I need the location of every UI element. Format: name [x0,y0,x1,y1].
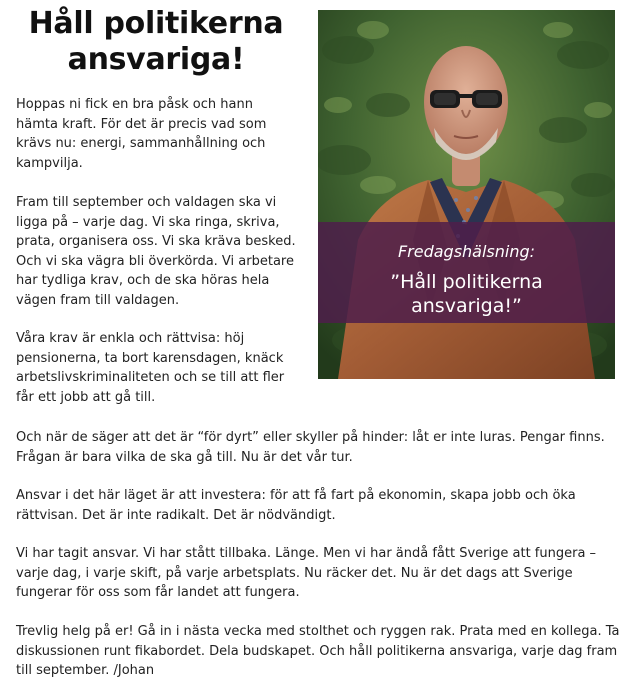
portrait-photo [318,10,615,379]
image-banner [318,222,615,323]
paragraph-5: Ansvar i det här läget är att investera: för att få fart på ekonomin, skapa jobb och öka rättvisan. Det är inte radikalt. Det är nödvändigt. [16,488,576,523]
banner-kicker: Fredagshälsning: [397,242,536,261]
banner-quote: ”Håll politikerna ansvariga!” [390,271,543,317]
paragraph-7: Trevlig helg på er! Gå in i nästa vecka med stolthet och ryggen rak. Prata med en kollega. Ta diskussionen runt fikabordet. Dela budskapet. Och håll politikerna ansvariga, varje dag fram till september. /Johan [16,624,620,678]
paragraph-3: Våra krav är enkla och rättvisa: höj pensionerna, ta bort karensdagen, knäck arbetslivskriminaliteten och se till att fler får ett jobb att gå till. [16,331,285,405]
article-title: Håll politikerna ansvariga! [28,6,284,77]
paragraph-1: Hoppas ni fick en bra påsk och hann hämta kraft. För det är precis vad som krävs nu: energi, sammanhållning och kampvilja. [16,97,267,171]
paragraph-2: Fram till september och valdagen ska vi ligga på – varje dag. Vi ska ringa, skriva, prata, organisera oss. Vi ska kräva besked. Och vi ska vägra bli överkörda. Vi arbetare har tydliga krav, och de ska höras hela vägen fram till valdagen. [16,195,296,308]
paragraph-6: Vi har tagit ansvar. Vi har stått tillbaka. Länge. Men vi har ändå fått Sverige att fungera – varje dag, i varje skift, på varje arbetsplats. Nu räcker det. Nu är det dags att Sverige fungerar för oss som får landet att fungera. [16,546,597,600]
hero-image [318,10,615,379]
paragraph-4: Och när de säger att det är “för dyrt” eller skyller på hinder: låt er inte luras. Pengar finns. Frågan är bara vilka de ska gå till. Nu är det vår tur. [16,430,605,465]
